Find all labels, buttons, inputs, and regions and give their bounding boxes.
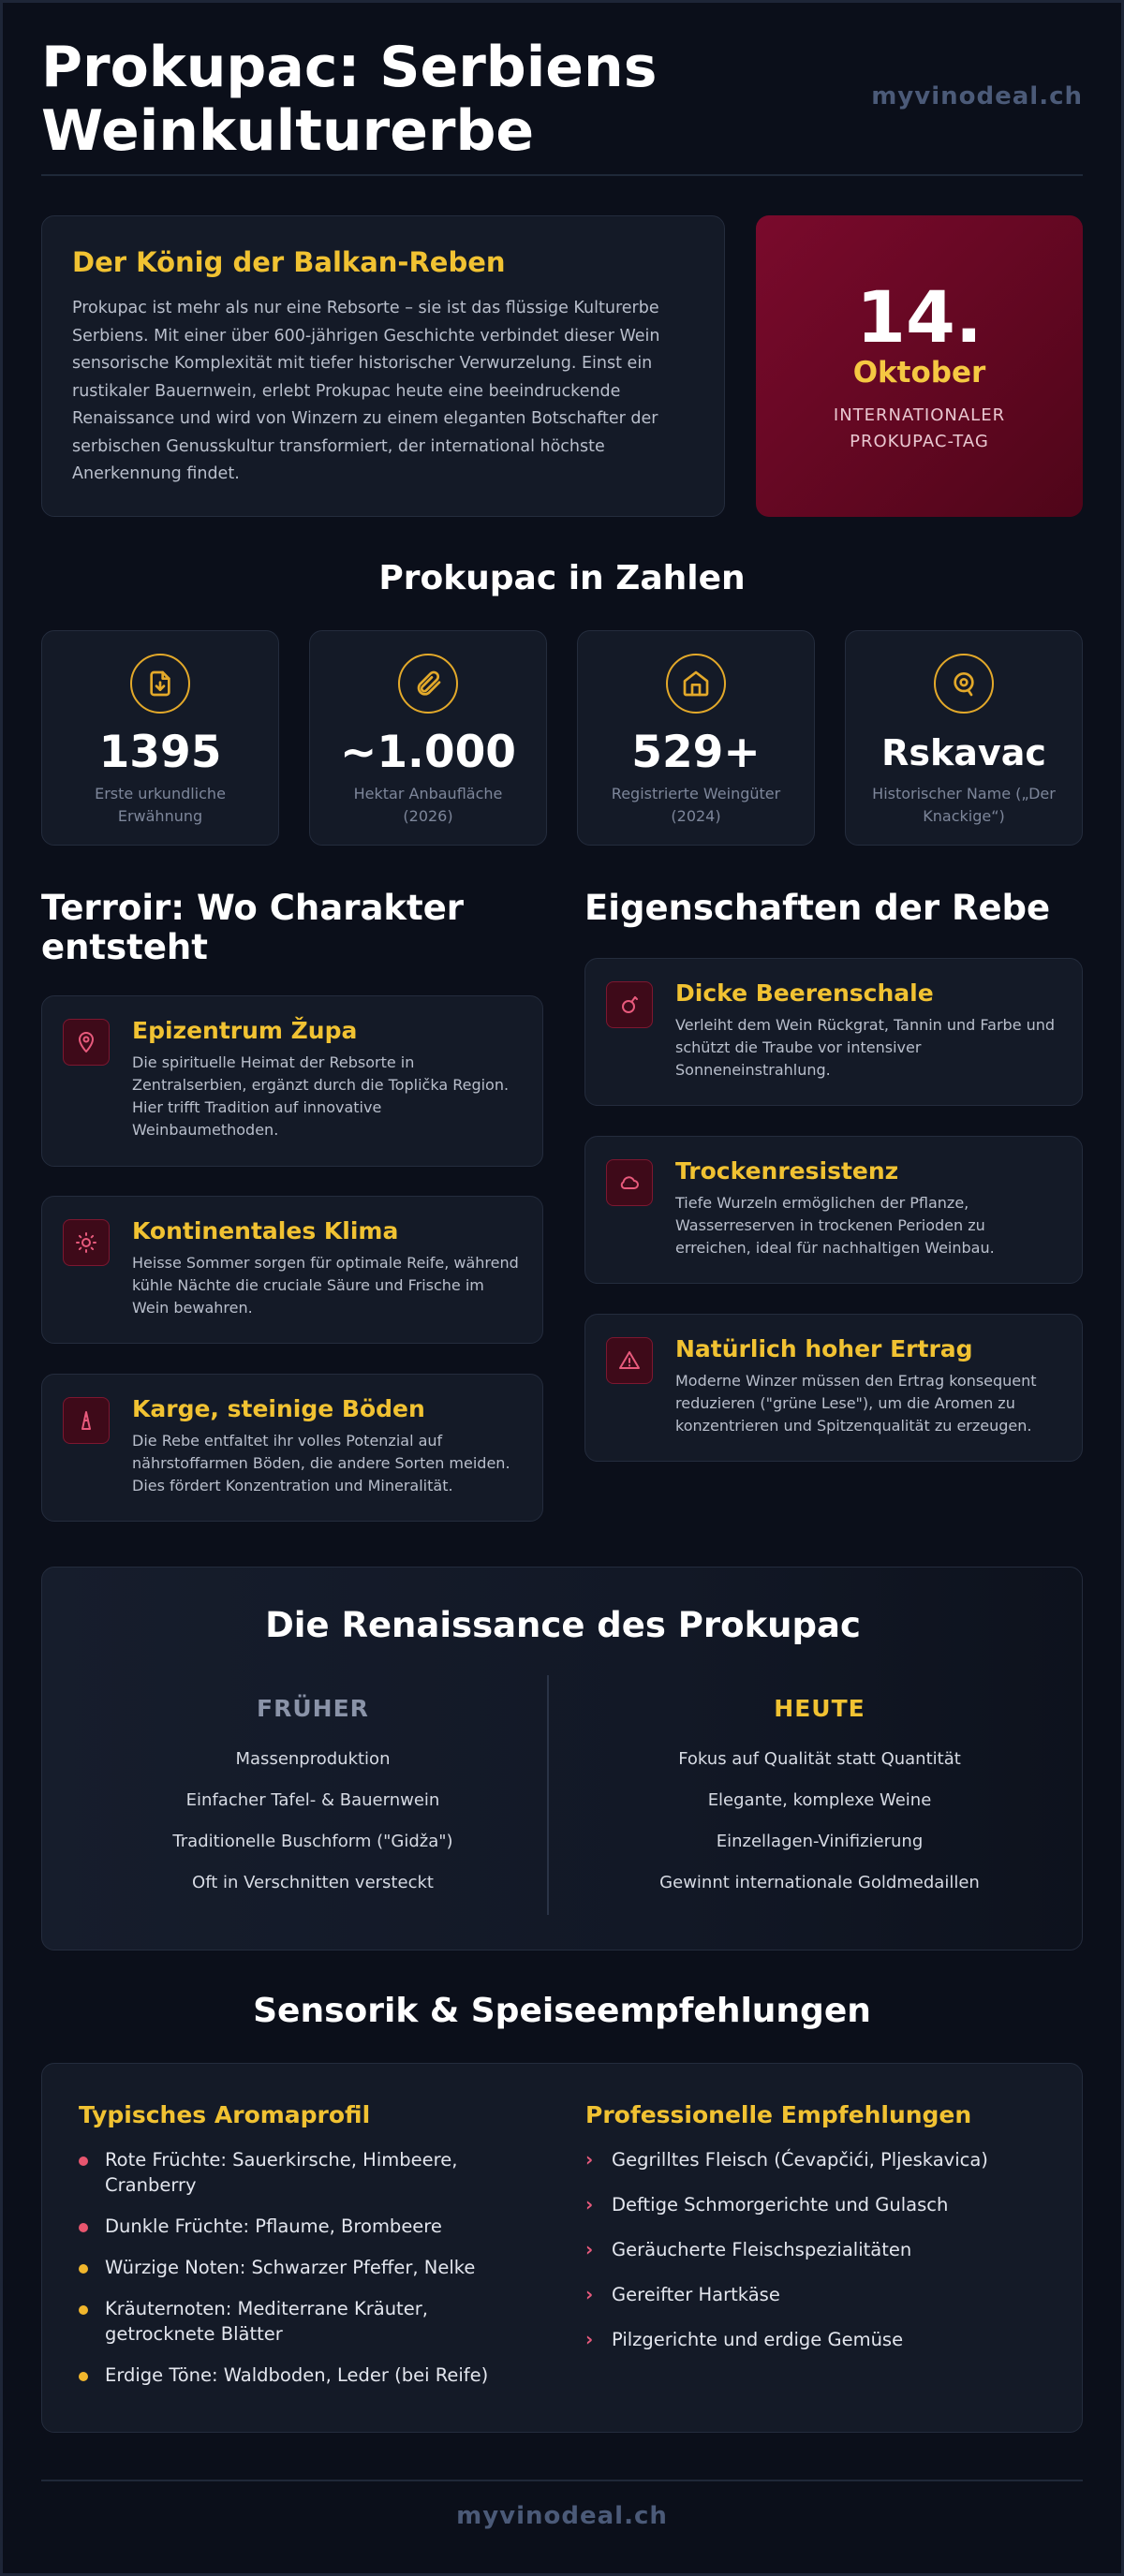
renaissance-divider [547, 1675, 549, 1915]
sun-icon [63, 1219, 110, 1266]
aroma-title: Typisches Aromaprofil [79, 2101, 371, 2128]
now-item: Gewinnt internationale Goldmedaillen [659, 1873, 980, 1892]
feature-title: Dicke Beerenschale [675, 979, 934, 1007]
property-card [584, 958, 1083, 1106]
aroma-text: Kräuternoten: Mediterrane Kräuter, getrocknete Blätter [105, 2298, 428, 2345]
stat-value: 529+ [631, 727, 761, 778]
stat-value: 1395 [98, 727, 222, 778]
aroma-text: Erdige Töne: Waldboden, Leder (bei Reife) [105, 2364, 489, 2386]
stat-card [309, 630, 547, 846]
before-title: FRÜHER [257, 1695, 369, 1722]
before-item: Traditionelle Buschform ("Gidža") [172, 1832, 453, 1851]
chevron-right-icon: › [585, 2238, 594, 2260]
chevron-right-icon: › [585, 2193, 594, 2215]
feature-text: Die Rebe entfaltet ihr volles Potenzial auf nährstoffarmen Böden, die andere Sorten meiden. Dies fördert Konzentration und Mineralität. [132, 1432, 510, 1494]
before-item: Oft in Verschnitten versteckt [192, 1873, 434, 1892]
stat-value: ~1.000 [339, 727, 517, 778]
before-item: Massenproduktion [235, 1749, 391, 1769]
feature-title: Epizentrum Župa [132, 1017, 358, 1044]
header [41, 36, 1083, 176]
terroir-card [41, 995, 543, 1167]
renaissance-title: Die Renaissance des Prokupac [265, 1605, 861, 1645]
date-card [756, 215, 1083, 517]
now-title: HEUTE [774, 1695, 865, 1722]
feature-title: Natürlich hoher Ertrag [675, 1335, 973, 1362]
feature-text: Tiefe Wurzeln ermöglichen der Pflanze, Wasserreserven in trockenen Perioden zu erreichen, ideal für nachhaltigen Weinbau. [675, 1194, 995, 1257]
intro-card [41, 215, 725, 517]
terroir-card [41, 1196, 543, 1344]
feature-title: Karge, steinige Böden [132, 1395, 425, 1422]
paperclip-icon [398, 654, 458, 714]
date-caption [756, 403, 1083, 455]
stat-value: Rskavac [881, 732, 1046, 773]
chevron-right-icon: › [585, 2328, 594, 2350]
renaissance-before [79, 1695, 547, 1904]
feature-title: Trockenresistenz [675, 1157, 899, 1185]
footer-divider [41, 2480, 1083, 2481]
site-brand-link[interactable]: myvinodeal.ch [871, 82, 1083, 110]
stat-label: Erste urkundliche Erwähnung [95, 785, 226, 825]
aroma-item [79, 2255, 528, 2280]
recommendation-text: Gegrilltes Fleisch (Ćevapčići, Pljeskavica) [612, 2149, 988, 2171]
stat-card [577, 630, 815, 846]
now-item: Fokus auf Qualität statt Quantität [678, 1749, 961, 1769]
recommendation-title: Professionelle Empfehlungen [585, 2101, 972, 2128]
stat-label: Historischer Name („Der Knackige“) [872, 785, 1056, 825]
recommendation-item [585, 2327, 1054, 2352]
aroma-item [79, 2147, 528, 2198]
cloud-icon [606, 1159, 653, 1206]
recommendation-item [585, 2237, 1054, 2262]
date-caption-line: INTERNATIONALER [833, 405, 1006, 425]
sensorik-title: Sensorik & Speiseempfehlungen [253, 1992, 871, 2030]
now-item: Einzellagen-Vinifizierung [716, 1832, 924, 1851]
date-caption-line: PROKUPAC-TAG [850, 432, 989, 451]
aroma-text: Dunkle Früchte: Pflaume, Brombeere [105, 2215, 442, 2237]
aroma-item [79, 2214, 528, 2239]
recommendation-item [585, 2192, 1054, 2217]
recommendation-list [585, 2147, 1054, 2352]
aroma-list [79, 2147, 528, 2388]
sensorik-card [41, 2063, 1083, 2433]
property-card [584, 1136, 1083, 1284]
map-pin-icon [63, 1019, 110, 1066]
house-icon [666, 654, 726, 714]
page-title: Prokupac: Serbiens Weinkulturerbe [41, 35, 658, 164]
recommendation-text: Deftige Schmorgerichte und Gulasch [612, 2194, 949, 2215]
document-download-icon [130, 654, 190, 714]
aroma-item [79, 2296, 528, 2347]
date-month: Oktober [852, 356, 986, 390]
property-card [584, 1314, 1083, 1462]
feature-text: Heisse Sommer sorgen für optimale Reife, während kühle Nächte die cruciale Säure und Frische im Wein bewahren. [132, 1254, 519, 1317]
feature-title: Kontinentales Klima [132, 1217, 399, 1244]
renaissance-card [41, 1567, 1083, 1950]
bullet-dot-icon [79, 2156, 88, 2166]
bullet-dot-icon [79, 2223, 88, 2232]
berry-icon [606, 981, 653, 1028]
chevron-right-icon: › [585, 2148, 594, 2171]
stat-label: Hektar Anbaufläche (2026) [353, 785, 503, 825]
warning-icon [606, 1337, 653, 1384]
now-item: Elegante, komplexe Weine [707, 1790, 932, 1810]
stat-card [845, 630, 1083, 846]
stat-card [41, 630, 279, 846]
renaissance-now [585, 1695, 1054, 1904]
chevron-right-icon: › [585, 2283, 594, 2305]
recommendation-item [585, 2282, 1054, 2307]
bullet-dot-icon [79, 2372, 88, 2381]
aroma-text: Rote Früchte: Sauerkirsche, Himbeere, Cranberry [105, 2149, 458, 2196]
aroma-item [79, 2363, 528, 2388]
bullet-dot-icon [79, 2305, 88, 2315]
stats-title: Prokupac in Zahlen [378, 559, 746, 597]
terroir-card [41, 1374, 543, 1522]
properties-title: Eigenschaften der Rebe [584, 888, 1051, 928]
intro-title: Der König der Balkan-Reben [72, 246, 506, 278]
aroma-text: Würzige Noten: Schwarzer Pfeffer, Nelke [105, 2257, 476, 2278]
recommendation-column [585, 2101, 1054, 2372]
recommendation-text: Pilzgerichte und erdige Gemüse [612, 2329, 904, 2350]
feature-text: Moderne Winzer müssen den Ertrag konsequent reduzieren ("grüne Lese"), um die Aromen zu konzentrieren und Spitzenqualität zu erzeugen. [675, 1372, 1037, 1435]
aroma-column [79, 2101, 528, 2404]
feature-text: Verleiht dem Wein Rückgrat, Tannin und Farbe und schützt die Traube vor intensiver Sonneneinstrahlung. [675, 1016, 1056, 1079]
feature-text: Die spirituelle Heimat der Rebsorte in Zentralserbien, ergänzt durch die Toplička Region. Hier trifft Tradition auf innovative Weinbaumethoden. [132, 1053, 510, 1139]
stat-label: Registrierte Weingüter (2024) [611, 785, 781, 825]
terroir-title: Terroir: Wo Charakter entsteht [41, 888, 465, 967]
recommendation-text: Geräucherte Fleischspezialitäten [612, 2239, 912, 2260]
recommendation-item [585, 2147, 1054, 2172]
recommendation-text: Gereifter Hartkäse [612, 2284, 780, 2305]
footer-brand-link[interactable]: myvinodeal.ch [456, 2502, 668, 2530]
mountain-icon [63, 1397, 110, 1444]
badge-icon [934, 654, 994, 714]
before-item: Einfacher Tafel- & Bauernwein [185, 1790, 440, 1810]
date-day: 14. [856, 275, 983, 359]
intro-text: Prokupac ist mehr als nur eine Rebsorte – sie ist das flüssige Kulturerbe Serbiens. Mit einer über 600-jährigen Geschichte verbindet dieser Wein sensorische Komplexität mit tiefer historischer Verwurzelung. Einst ein rustikaler Bauernwein, erlebt Prokupac heute eine beeindruckende Renaissance und wird von Winzern zu einem eleganten Botschafter der serbischen Genusskultur transformiert, der international höchste Anerkennung findet. [72, 299, 660, 483]
bullet-dot-icon [79, 2264, 88, 2274]
